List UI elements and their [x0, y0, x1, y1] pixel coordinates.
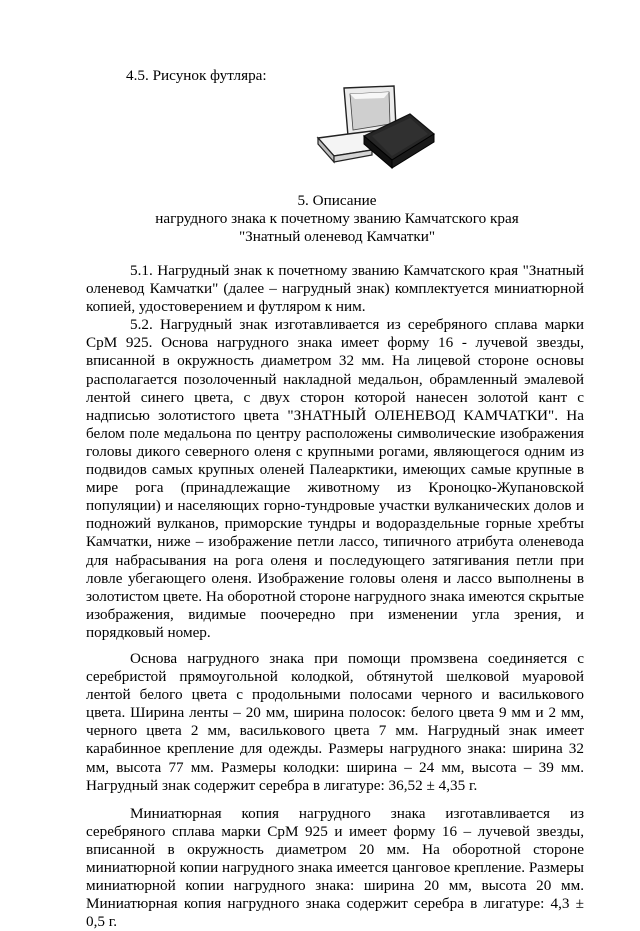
paragraph-ribbon-mount: Основа нагрудного знака при помощи промзвена соединяется с серебристой прямоугольной колодкой, обтянутой шелковой муаровой лентой белого цвета с продольными полосами черного и василькового цвета. Ширина ленты – 20 мм, ширина полосок: белого цвета 9 мм и 2 мм, черного цвета 2 мм, василькового цвета 7 мм. Нагрудный знак имеет карабинное крепление для одежды. Размеры нагрудного знака: ширина 32 мм, высота 77 мм. Размеры колодки: ширина – 24 мм, высота – 39 мм. Нагрудный знак содержит серебра в лигатуре: 36,52 ± 4,35 г. — [86, 649, 584, 794]
section-5-title — [86, 192, 588, 246]
paragraph-5-1: 5.1. Нагрудный знак к почетному званию Камчатского края "Знатный оленевод Камчатки" (далее – нагрудный знак) комплектуется миниатюрной копией, удостоверением и футляром к ним. — [86, 262, 584, 316]
presentation-case-icon — [314, 84, 436, 170]
section-heading-4-5: 4.5. Рисунок футляра: — [126, 67, 267, 84]
section-5-award-name: "Знатный оленевод Камчатки" — [238, 228, 436, 246]
paragraph-5-2: 5.2. Нагрудный знак изготавливается из серебряного сплава марки СрМ 925. Основа нагрудного знака имеет форму 16 - лучевой звезды, вписанной в окружность диаметром 32 мм. На лицевой стороне основы располагается позолоченный накладной медальон, обрамленный эмалевой лентой синего цвета, с двух сторон которой нанесен золотой кант с надписью золотистого цвета "ЗНАТНЫЙ ОЛЕНЕВОД КАМЧАТКИ". На белом поле медальона по центру расположены символические изображения головы дикого северного оленя с крупными рогами, являющегося одним из подвидов самых крупных оленей Палеарктики, имеющих самые крупные в мире рога (принадлежащие животному из Кроноцко-Жупановской популяции) и населяющих горно-тундровые участки вулканических долов и подножий вулканов, приморские тундры и водораздельные горные хребты Камчатки, ниже – изображение петли лассо, типичного атрибута оленевода для набрасывания на рога оленя и последующего затягивания петли при ловле убегающего оленя. Изображение головы оленя и лассо выполнены в золотистом цвете. На оборотной стороне нагрудного знака имеются скрытые изображения, видимые поочередно при изменении угла зрения, и порядковый номер. — [86, 316, 585, 641]
section-5-subtitle: нагрудного знака к почетному званию Камчатского края — [155, 210, 519, 228]
paragraph-miniature-copy: Миниатюрная копия нагрудного знака изготавливается из серебряного сплава марки СрМ 925 и имеет форму 16 – лучевой звезды, вписанной в окружность диаметром 20 мм. На оборотной стороне миниатюрной копии нагрудного знака имеется цанговое крепление. Размеры миниатюрной копии нагрудного знака: ширина 20 мм, высота 20 мм. Миниатюрная копия нагрудного знака содержит серебра в лигатуре: 4,3 ± 0,5 г. — [86, 804, 584, 931]
section-5-body — [86, 262, 584, 931]
section-5-number: 5. Описание — [297, 192, 377, 209]
